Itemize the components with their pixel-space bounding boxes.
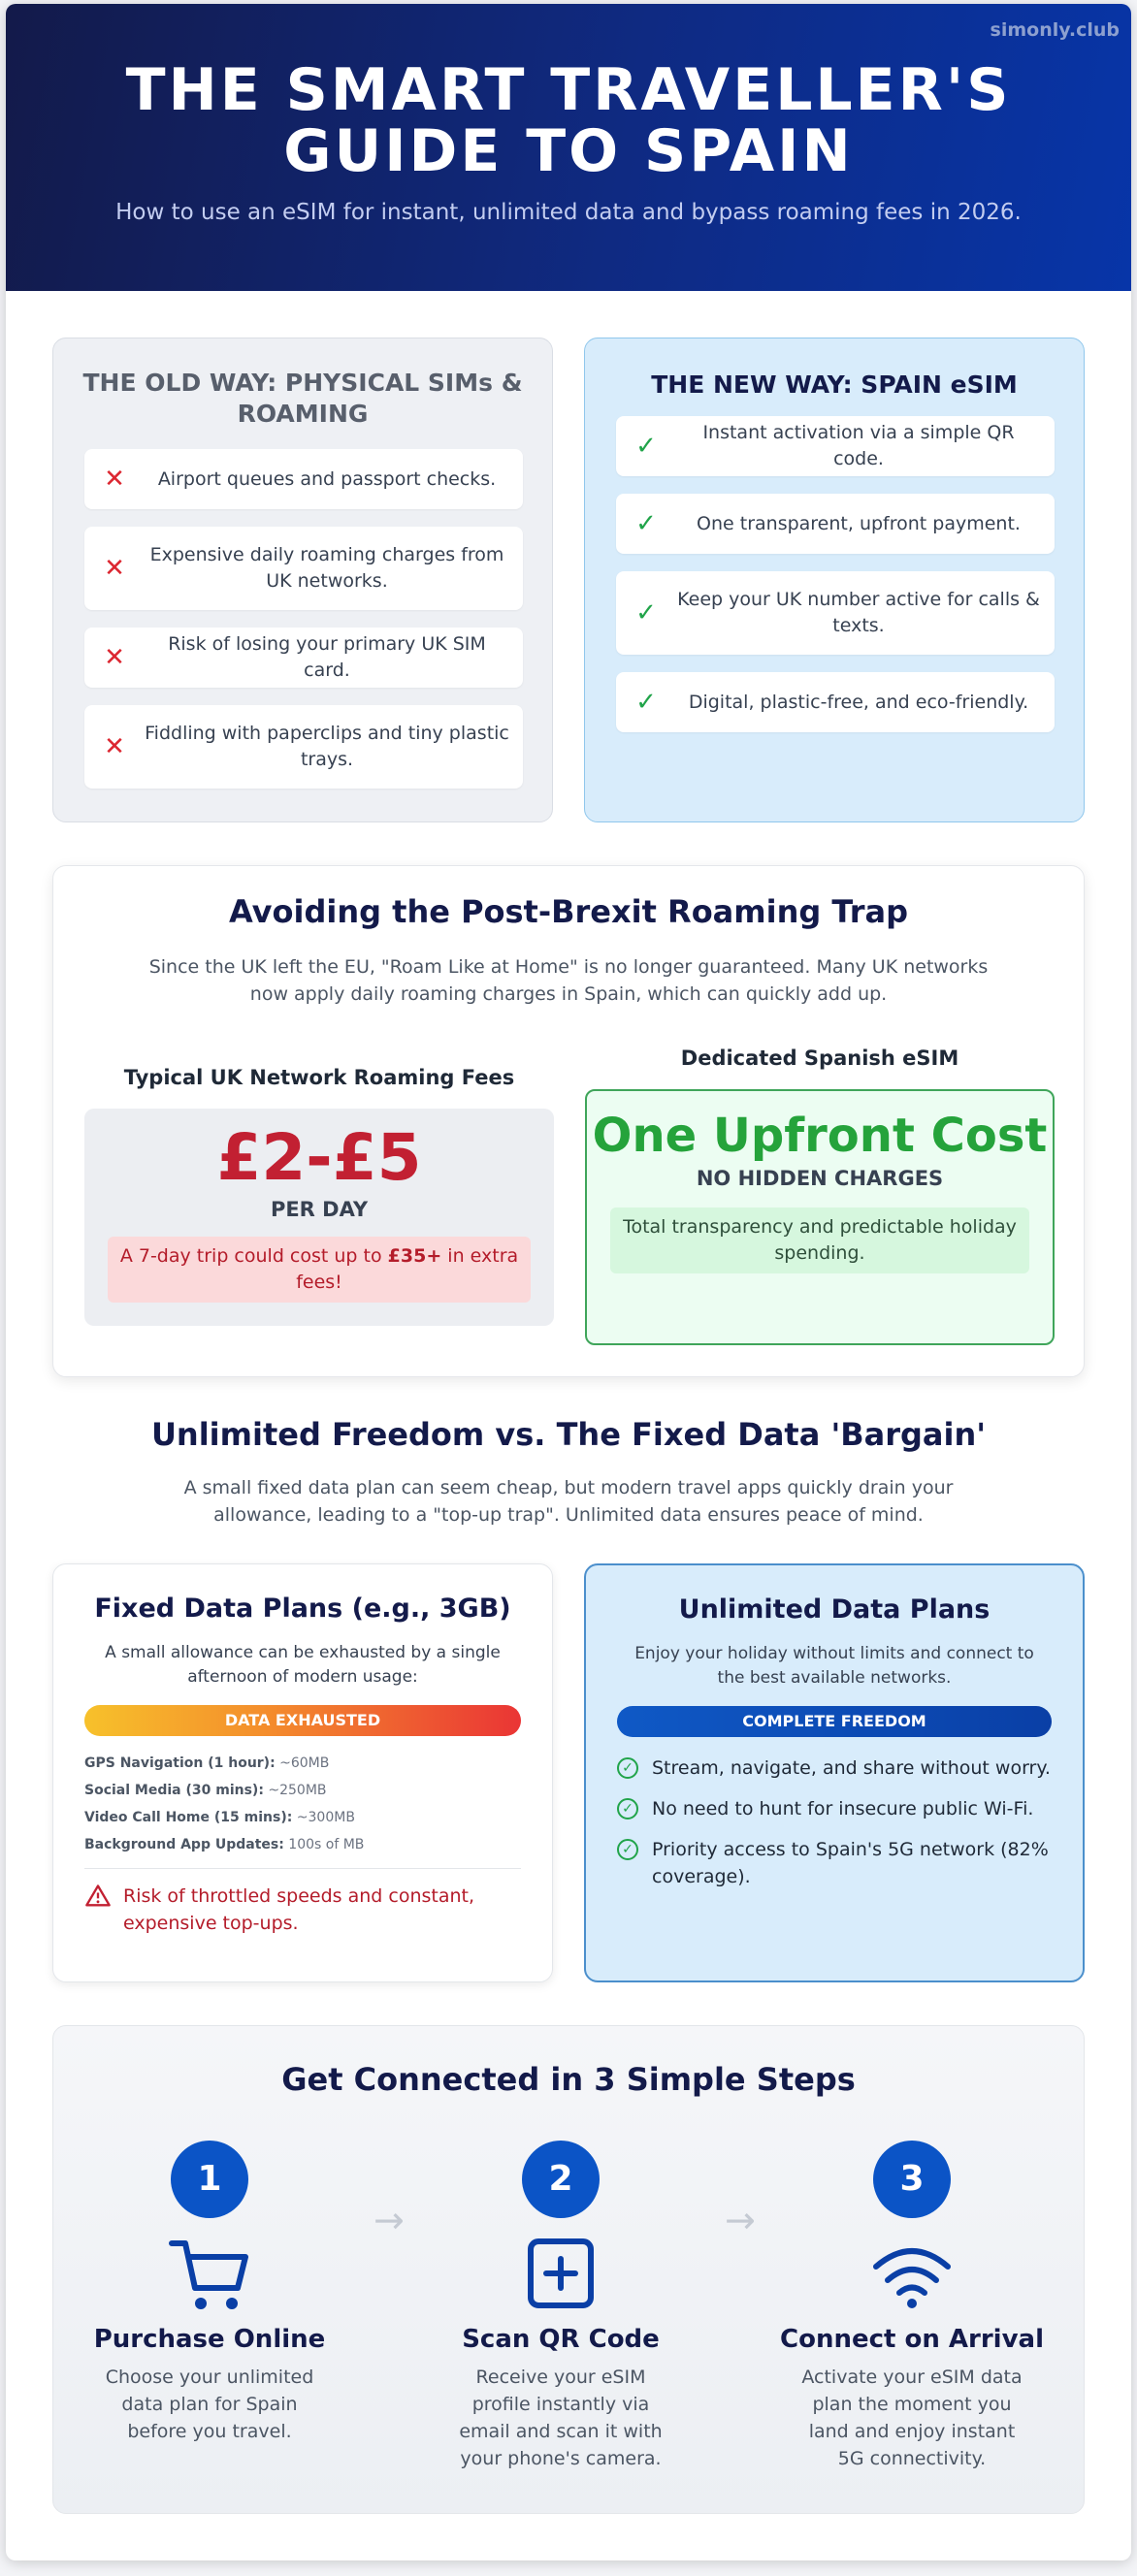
usage-item	[84, 1804, 521, 1831]
step-text: Receive your eSIM profile instantly via email and scan it with your phone's camera.	[459, 2367, 663, 2469]
uk-fees-label: Typical UK Network Roaming Fees	[123, 1066, 515, 1089]
check-icon: ✓	[635, 509, 657, 538]
benefit-text: Priority access to Spain's 5G network (82% coverage).	[652, 1839, 1049, 1887]
unlimited-plan-title: Unlimited Data Plans	[678, 1594, 991, 1625]
old-way-item-text: Risk of losing your primary UK SIM card.	[168, 633, 486, 681]
usage-list	[84, 1750, 521, 1858]
check-icon: ✓	[635, 598, 657, 628]
old-way-item	[84, 628, 523, 688]
cross-icon: ✕	[104, 554, 125, 583]
data-exhausted-bar: DATA EXHAUSTED	[84, 1705, 521, 1736]
uk-fee-note-amount: £35+	[387, 1245, 442, 1267]
usage-value: ~300MB	[296, 1810, 355, 1825]
page-title-line-2: GUIDE TO SPAIN	[283, 117, 854, 185]
arrow-right-icon: →	[374, 2199, 405, 2241]
new-way-title: THE NEW WAY: SPAIN eSIM	[651, 370, 1018, 399]
wifi-icon	[868, 2234, 956, 2315]
usage-label: Social Media (30 mins):	[84, 1783, 264, 1798]
old-way-item-text: Fiddling with paperclips and tiny plastic trays.	[145, 723, 509, 770]
cross-icon: ✕	[104, 732, 125, 761]
complete-freedom-bar: COMPLETE FREEDOM	[617, 1706, 1052, 1737]
new-way-item-text: Instant activation via a simple QR code.	[702, 422, 1015, 469]
old-way-card	[52, 338, 553, 822]
old-way-item-text: Airport queues and passport checks.	[157, 467, 497, 490]
usage-label: GPS Navigation (1 hour):	[84, 1755, 276, 1771]
esim-box	[585, 1089, 1055, 1345]
new-way-item	[616, 571, 1055, 655]
usage-item	[84, 1831, 521, 1858]
step-title: Connect on Arrival	[780, 2325, 1044, 2354]
shopping-cart-icon	[166, 2234, 253, 2315]
esim-subheadline: NO HIDDEN CHARGES	[696, 1167, 944, 1190]
old-way-item	[84, 449, 523, 509]
check-icon: ✓	[635, 432, 657, 461]
old-way-item	[84, 527, 523, 610]
unlimited-heading	[52, 1416, 1085, 1529]
step-title: Scan QR Code	[462, 2325, 660, 2354]
steps-section	[52, 2025, 1085, 2514]
usage-label: Video Call Home (15 mins):	[84, 1810, 293, 1825]
uk-fee-amount: £2-£5	[216, 1120, 422, 1195]
step-purchase	[74, 2141, 345, 2445]
unlimited-title: Unlimited Freedom vs. The Fixed Data 'Bargain'	[150, 1416, 987, 1453]
benefit-text: No need to hunt for insecure public Wi-Fi.	[652, 1798, 1034, 1819]
uk-fee-note	[108, 1237, 531, 1303]
unlimited-plan-text: Enjoy your holiday without limits and connect to the best available networks.	[634, 1644, 1034, 1688]
warning-icon	[84, 1883, 123, 1937]
hero-header	[6, 4, 1131, 291]
new-way-card	[584, 338, 1085, 822]
qr-add-icon	[517, 2234, 604, 2315]
usage-value: 100s of MB	[288, 1837, 365, 1852]
unlimited-plan-card	[584, 1563, 1085, 1982]
step-connect	[776, 2141, 1048, 2472]
fixed-plan-title: Fixed Data Plans (e.g., 3GB)	[94, 1594, 511, 1624]
page-title-line-1: THE SMART TRAVELLER'S	[125, 56, 1012, 124]
new-way-item-text: Digital, plastic-free, and eco-friendly.	[688, 691, 1029, 713]
new-way-item	[616, 494, 1055, 554]
brand-watermark[interactable]: simonly.club	[990, 19, 1120, 41]
check-circle-icon: ✓	[617, 1836, 652, 1890]
step-text: Choose your unlimited data plan for Spain before you travel.	[105, 2367, 314, 2442]
esim-note: Total transparency and predictable holiday spending.	[610, 1208, 1029, 1273]
new-way-item-text: One transparent, upfront payment.	[697, 512, 1021, 534]
usage-label: Background App Updates:	[84, 1837, 284, 1852]
new-way-item	[616, 672, 1055, 732]
check-circle-icon: ✓	[617, 1755, 652, 1782]
uk-fee-unit: PER DAY	[270, 1198, 369, 1221]
step-scan	[425, 2141, 697, 2472]
roaming-trap-text: Since the UK left the EU, "Roam Like at Home" is no longer guaranteed. Many UK networks now apply daily roaming charges in Spain, which can quickly add up.	[148, 956, 989, 1005]
roaming-trap-section	[52, 865, 1085, 1377]
check-icon: ✓	[635, 688, 657, 717]
step-number: 3	[873, 2141, 951, 2218]
infographic-page	[6, 4, 1131, 2560]
steps-title: Get Connected in 3 Simple Steps	[281, 2061, 856, 2098]
check-circle-icon: ✓	[617, 1795, 652, 1822]
esim-label: Dedicated Spanish eSIM	[680, 1046, 959, 1070]
step-text: Activate your eSIM data plan the moment you land and enjoy instant 5G connectivity.	[801, 2367, 1023, 2469]
page-subtitle: How to use an eSIM for instant, unlimited data and bypass roaming fees in 2026.	[115, 200, 1022, 225]
uk-fee-note-end: in extra fees!	[296, 1245, 519, 1293]
benefit-item	[617, 1755, 1052, 1782]
usage-item	[84, 1750, 521, 1777]
step-number: 2	[522, 2141, 600, 2218]
step-number: 1	[171, 2141, 248, 2218]
roaming-trap-title: Avoiding the Post-Brexit Roaming Trap	[229, 893, 908, 930]
benefit-text: Stream, navigate, and share without worry.	[652, 1757, 1051, 1779]
risk-text: Risk of throttled speeds and constant, expensive top-ups.	[123, 1885, 475, 1934]
divider	[84, 1868, 521, 1869]
risk-warning	[84, 1883, 521, 1937]
new-way-item-text: Keep your UK number active for calls & texts.	[677, 589, 1040, 636]
benefit-item	[617, 1795, 1052, 1822]
usage-value: ~60MB	[279, 1755, 330, 1771]
unlimited-benefits-list	[617, 1755, 1052, 1890]
old-way-item	[84, 705, 523, 789]
cross-icon: ✕	[104, 643, 125, 672]
new-way-item	[616, 416, 1055, 476]
fixed-plan-card	[52, 1563, 553, 1982]
fixed-plan-text: A small allowance can be exhausted by a single afternoon of modern usage:	[105, 1643, 501, 1687]
unlimited-text: A small fixed data plan can seem cheap, but modern travel apps quickly drain your allowance, leading to a "top-up trap". Unlimited data ensures peace of mind.	[183, 1477, 954, 1526]
page-title	[6, 56, 1131, 185]
arrow-right-icon: →	[725, 2199, 756, 2241]
uk-fees-box	[84, 1109, 554, 1326]
step-title: Purchase Online	[93, 2325, 326, 2354]
old-way-title: THE OLD WAY: PHYSICAL SIMs & ROAMING	[82, 369, 523, 428]
cross-icon: ✕	[104, 465, 125, 494]
esim-headline: One Upfront Cost	[592, 1109, 1048, 1163]
old-way-item-text: Expensive daily roaming charges from UK networks.	[149, 544, 504, 592]
usage-value: ~250MB	[268, 1783, 327, 1798]
uk-fee-note-start: A 7-day trip could cost up to	[119, 1245, 388, 1267]
usage-item	[84, 1777, 521, 1804]
benefit-item	[617, 1836, 1052, 1890]
